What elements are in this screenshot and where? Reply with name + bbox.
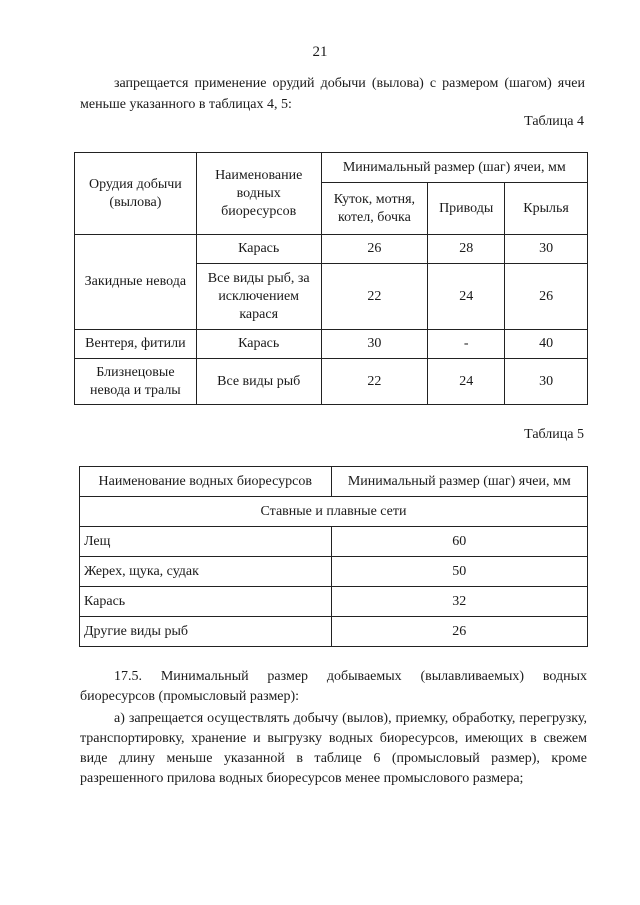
value-cell: 50 (331, 557, 588, 587)
header-cod-end: Куток, мотня, котел, бочка (321, 183, 428, 235)
paragraph-a-text: а) запрещается осуществлять добычу (вылов), приемку, обработку, перегрузку, транспортировку, хранение и выгрузку водных биоресурсов, имеющих в свежем виде длину меньше указанной в таблице 6 (промысловый размер), кроме разрешенного прилова водных биоресурсов менее промыслового размера; (80, 711, 587, 786)
resource-cell: Карась (80, 587, 332, 617)
page-number: 21 (312, 44, 328, 60)
header-mesh-size: Минимальный размер (шаг) ячеи, мм (321, 153, 587, 183)
value-cell: 26 (505, 264, 588, 330)
resource-cell: Все виды рыб (196, 359, 321, 405)
paragraph-a (80, 709, 587, 789)
table-row (80, 527, 588, 557)
value-cell: - (428, 330, 505, 359)
value-cell: 24 (428, 359, 505, 405)
value-cell: 24 (428, 264, 505, 330)
value-cell: 60 (331, 527, 588, 557)
table-row (80, 587, 588, 617)
header-resource: Наименование водных биоресурсов (196, 153, 321, 235)
resource-cell: Жерех, щука, судак (80, 557, 332, 587)
paragraph-17-5-text: 17.5. Минимальный размер добываемых (вылавливаемых) водных биоресурсов (промысловый размер): (80, 669, 587, 704)
value-cell: 30 (321, 330, 428, 359)
table-row (75, 359, 588, 405)
header-wings-lead: Приводы (428, 183, 505, 235)
gear-cell: Близнецовые невода и тралы (75, 359, 197, 405)
table-row (80, 617, 588, 647)
value-cell: 32 (331, 587, 588, 617)
value-cell: 22 (321, 359, 428, 405)
value-cell: 30 (505, 359, 588, 405)
section-header: Ставные и плавные сети (80, 497, 588, 527)
resource-cell: Карась (196, 330, 321, 359)
header-wings: Крылья (505, 183, 588, 235)
gear-cell: Вентеря, фитили (75, 330, 197, 359)
resource-cell: Карась (196, 235, 321, 264)
intro-text: запрещается применение орудий добычи (вылова) с размером (шагом) ячеи меньше указанного в таблицах 4, 5: (80, 76, 585, 112)
mesh-size-table-5 (79, 466, 588, 647)
table-row (75, 330, 588, 359)
value-cell: 26 (321, 235, 428, 264)
value-cell: 30 (505, 235, 588, 264)
table5-caption: Таблица 5 (524, 427, 584, 442)
value-cell: 22 (321, 264, 428, 330)
value-cell: 26 (331, 617, 588, 647)
resource-cell: Все виды рыб, за исключением карася (196, 264, 321, 330)
header-resource: Наименование водных биоресурсов (80, 467, 332, 497)
mesh-size-table-4 (74, 152, 588, 405)
resource-cell: Другие виды рыб (80, 617, 332, 647)
value-cell: 40 (505, 330, 588, 359)
resource-cell: Лещ (80, 527, 332, 557)
header-mesh-size: Минимальный размер (шаг) ячеи, мм (331, 467, 588, 497)
header-gear: Орудия добычи (вылова) (75, 153, 197, 235)
table-row (75, 235, 588, 264)
paragraph-17-5 (80, 667, 587, 707)
intro-paragraph (80, 73, 585, 115)
table-row (80, 557, 588, 587)
value-cell: 28 (428, 235, 505, 264)
table4-caption: Таблица 4 (524, 114, 584, 129)
gear-cell: Закидные невода (75, 235, 197, 330)
